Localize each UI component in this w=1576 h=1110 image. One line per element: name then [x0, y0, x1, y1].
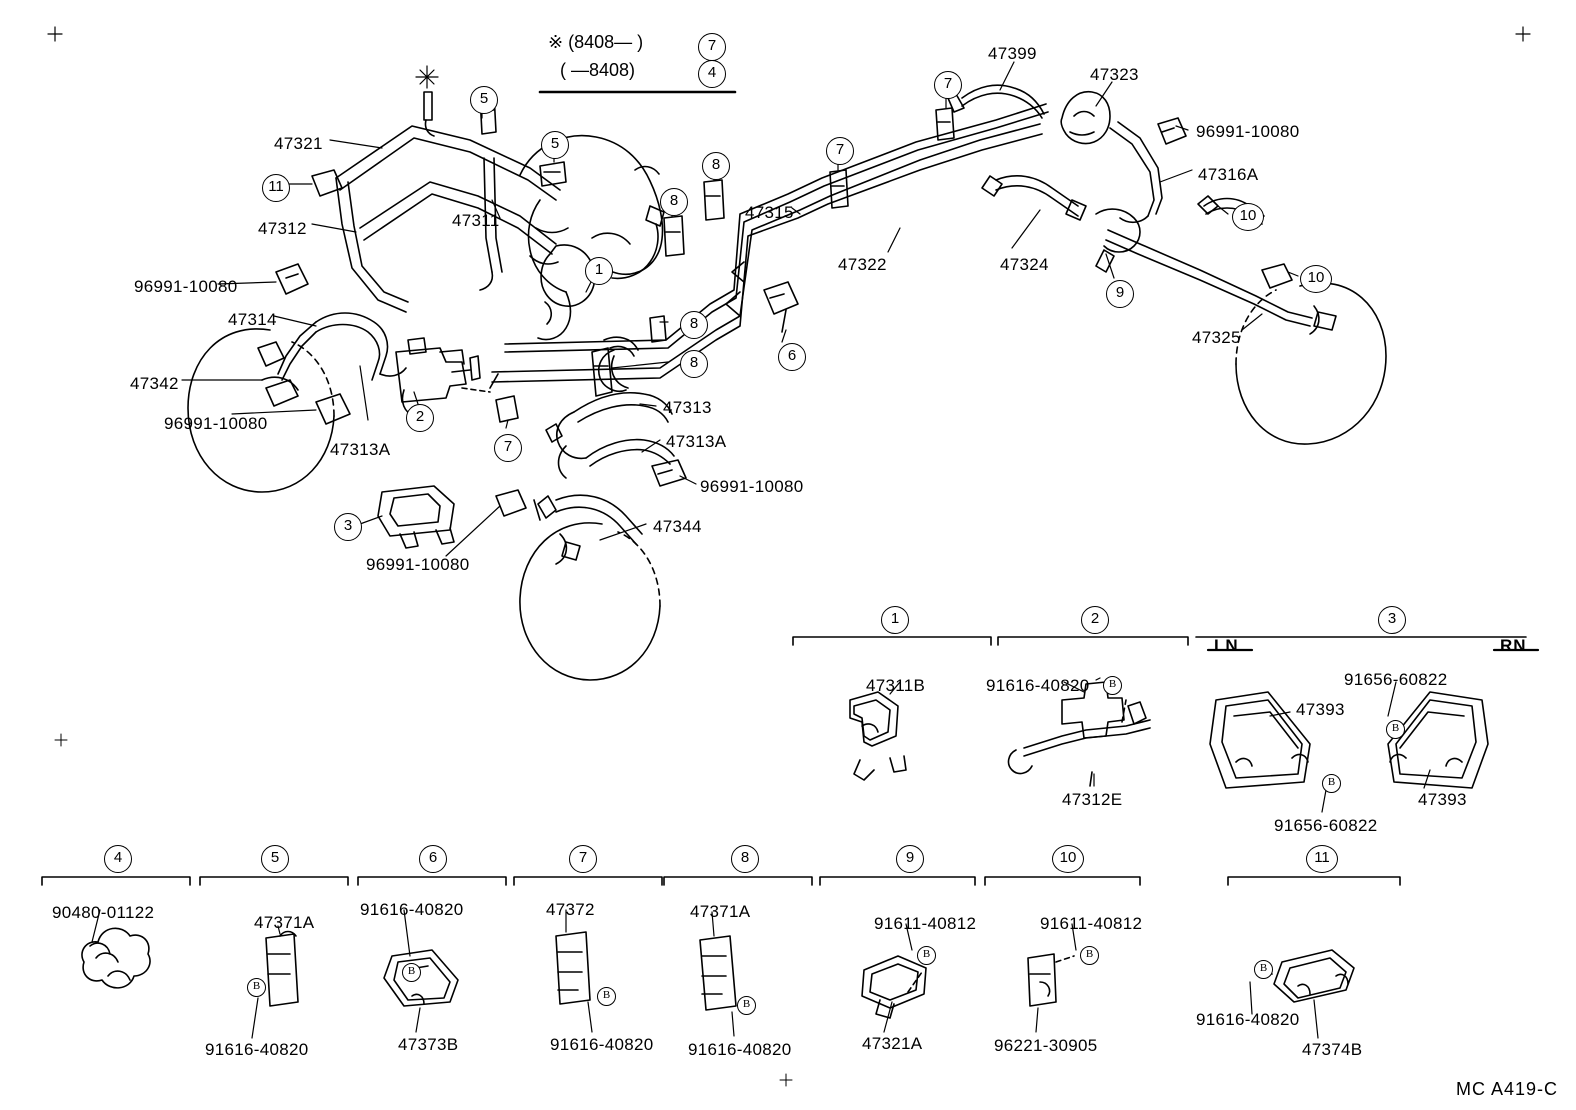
part-label-96991-10080-d: 96991-10080	[700, 477, 804, 496]
group6-part-91616-40820: 91616-40820	[360, 900, 464, 919]
bolt-mark-b-g9: B	[917, 946, 936, 965]
bolt-mark-b-g5: B	[247, 978, 266, 997]
callout-7-header[interactable]: 7	[698, 33, 726, 61]
callout-8-d[interactable]: 8	[680, 350, 708, 378]
part-label-47324: 47324	[1000, 255, 1049, 274]
bolt-mark-b-g3b: B	[1322, 774, 1341, 793]
group5-part-47371a: 47371A	[254, 913, 315, 932]
group3-side-rn: RN	[1500, 636, 1527, 655]
header-note-1-symbol: ※	[548, 32, 564, 52]
header-note-1	[548, 32, 643, 53]
callout-10-a[interactable]: 10	[1232, 203, 1264, 231]
group-callout-5[interactable]: 5	[261, 845, 289, 873]
group3-part-91656-60822-a: 91656-60822	[1344, 670, 1448, 689]
bolt-mark-b-g8: B	[737, 996, 756, 1015]
group3-part-47393-ln: 47393	[1296, 700, 1345, 719]
group-callout-3[interactable]: 3	[1378, 606, 1406, 634]
callout-7-c[interactable]: 7	[494, 434, 522, 462]
part-label-47399: 47399	[988, 44, 1037, 63]
callout-8-b[interactable]: 8	[702, 152, 730, 180]
part-label-47311: 47311	[452, 211, 500, 230]
callout-11-main[interactable]: 11	[262, 174, 290, 202]
group-callout-10[interactable]: 10	[1052, 845, 1084, 873]
group-callout-11[interactable]: 11	[1306, 845, 1338, 873]
group-callout-8[interactable]: 8	[731, 845, 759, 873]
part-label-47316a: 47316A	[1198, 165, 1259, 184]
group-callout-9[interactable]: 9	[896, 845, 924, 873]
group11-part-91616-40820: 91616-40820	[1196, 1010, 1300, 1029]
part-label-96991-10080-b: 96991-10080	[164, 414, 268, 433]
callout-7-a[interactable]: 7	[826, 137, 854, 165]
callout-10-b[interactable]: 10	[1300, 265, 1332, 293]
group5-part-91616-40820: 91616-40820	[205, 1040, 309, 1059]
part-label-96991-10080-e: 96991-10080	[1196, 122, 1300, 141]
callout-8-c[interactable]: 8	[680, 311, 708, 339]
callout-8-a[interactable]: 8	[660, 188, 688, 216]
group7-part-91616-40820: 91616-40820	[550, 1035, 654, 1054]
group10-part-91611-40812: 91611-40812	[1040, 914, 1143, 933]
group3-side-ln: LN	[1214, 636, 1239, 655]
group10-part-96221-30905: 96221-30905	[994, 1036, 1098, 1055]
callout-6-main[interactable]: 6	[778, 343, 806, 371]
callout-7-b[interactable]: 7	[934, 71, 962, 99]
diagram-sheet-code: MC A419-C	[1455, 1079, 1558, 1099]
group2-part-47312e: 47312E	[1062, 790, 1123, 809]
bolt-mark-b-g3a: B	[1386, 720, 1405, 739]
part-label-47323: 47323	[1090, 65, 1139, 84]
part-label-47315: 47315	[745, 203, 794, 222]
callout-1-main[interactable]: 1	[585, 257, 613, 285]
header-note-1-text: (8408— )	[568, 32, 644, 52]
callout-5-b[interactable]: 5	[541, 131, 569, 159]
part-label-47313a-left: 47313A	[330, 440, 391, 459]
group-callout-1[interactable]: 1	[881, 606, 909, 634]
callout-5-a[interactable]: 5	[470, 86, 498, 114]
part-label-47312: 47312	[258, 219, 307, 238]
part-label-47342: 47342	[130, 374, 179, 393]
group11-part-47374b: 47374B	[1302, 1040, 1363, 1059]
group8-part-47371a: 47371A	[690, 902, 751, 921]
group-callout-6[interactable]: 6	[419, 845, 447, 873]
group-callout-4[interactable]: 4	[104, 845, 132, 873]
bolt-mark-b-g7: B	[597, 987, 616, 1006]
group1-part-47311b: 47311B	[866, 676, 926, 695]
group9-part-47321a: 47321A	[862, 1034, 923, 1053]
part-label-47313: 47313	[663, 398, 712, 417]
bolt-mark-b-g11: B	[1254, 960, 1273, 979]
callout-9-main[interactable]: 9	[1106, 280, 1134, 308]
part-label-96991-10080-c: 96991-10080	[366, 555, 470, 574]
group3-part-91656-60822-b: 91656-60822	[1274, 816, 1378, 835]
header-note-2	[560, 60, 635, 81]
group-callout-2[interactable]: 2	[1081, 606, 1109, 634]
callout-2-main[interactable]: 2	[406, 404, 434, 432]
part-label-47321: 47321	[274, 134, 323, 153]
header-note-2-text: ( —8408)	[560, 60, 636, 80]
bolt-mark-b-g2: B	[1103, 676, 1122, 695]
group3-part-47393-rn: 47393	[1418, 790, 1467, 809]
callout-3-main[interactable]: 3	[334, 513, 362, 541]
callout-4-header[interactable]: 4	[698, 60, 726, 88]
group-callout-7[interactable]: 7	[569, 845, 597, 873]
part-label-96991-10080-a: 96991-10080	[134, 277, 238, 296]
bolt-mark-b-g6: B	[402, 963, 421, 982]
group2-part-91616-40820: 91616-40820	[986, 676, 1090, 695]
part-label-47322: 47322	[838, 255, 887, 274]
bolt-mark-b-g10: B	[1080, 946, 1099, 965]
part-label-47344: 47344	[653, 517, 702, 536]
group9-part-91611-40812: 91611-40812	[874, 914, 977, 933]
group4-part-90480-01122: 90480-01122	[52, 903, 155, 922]
group7-part-47372: 47372	[546, 900, 595, 919]
part-label-47313a-right: 47313A	[666, 432, 727, 451]
part-label-47325: 47325	[1192, 328, 1241, 347]
part-label-47314: 47314	[228, 310, 277, 329]
group8-part-91616-40820: 91616-40820	[688, 1040, 792, 1059]
group6-part-47373b: 47373B	[398, 1035, 459, 1054]
